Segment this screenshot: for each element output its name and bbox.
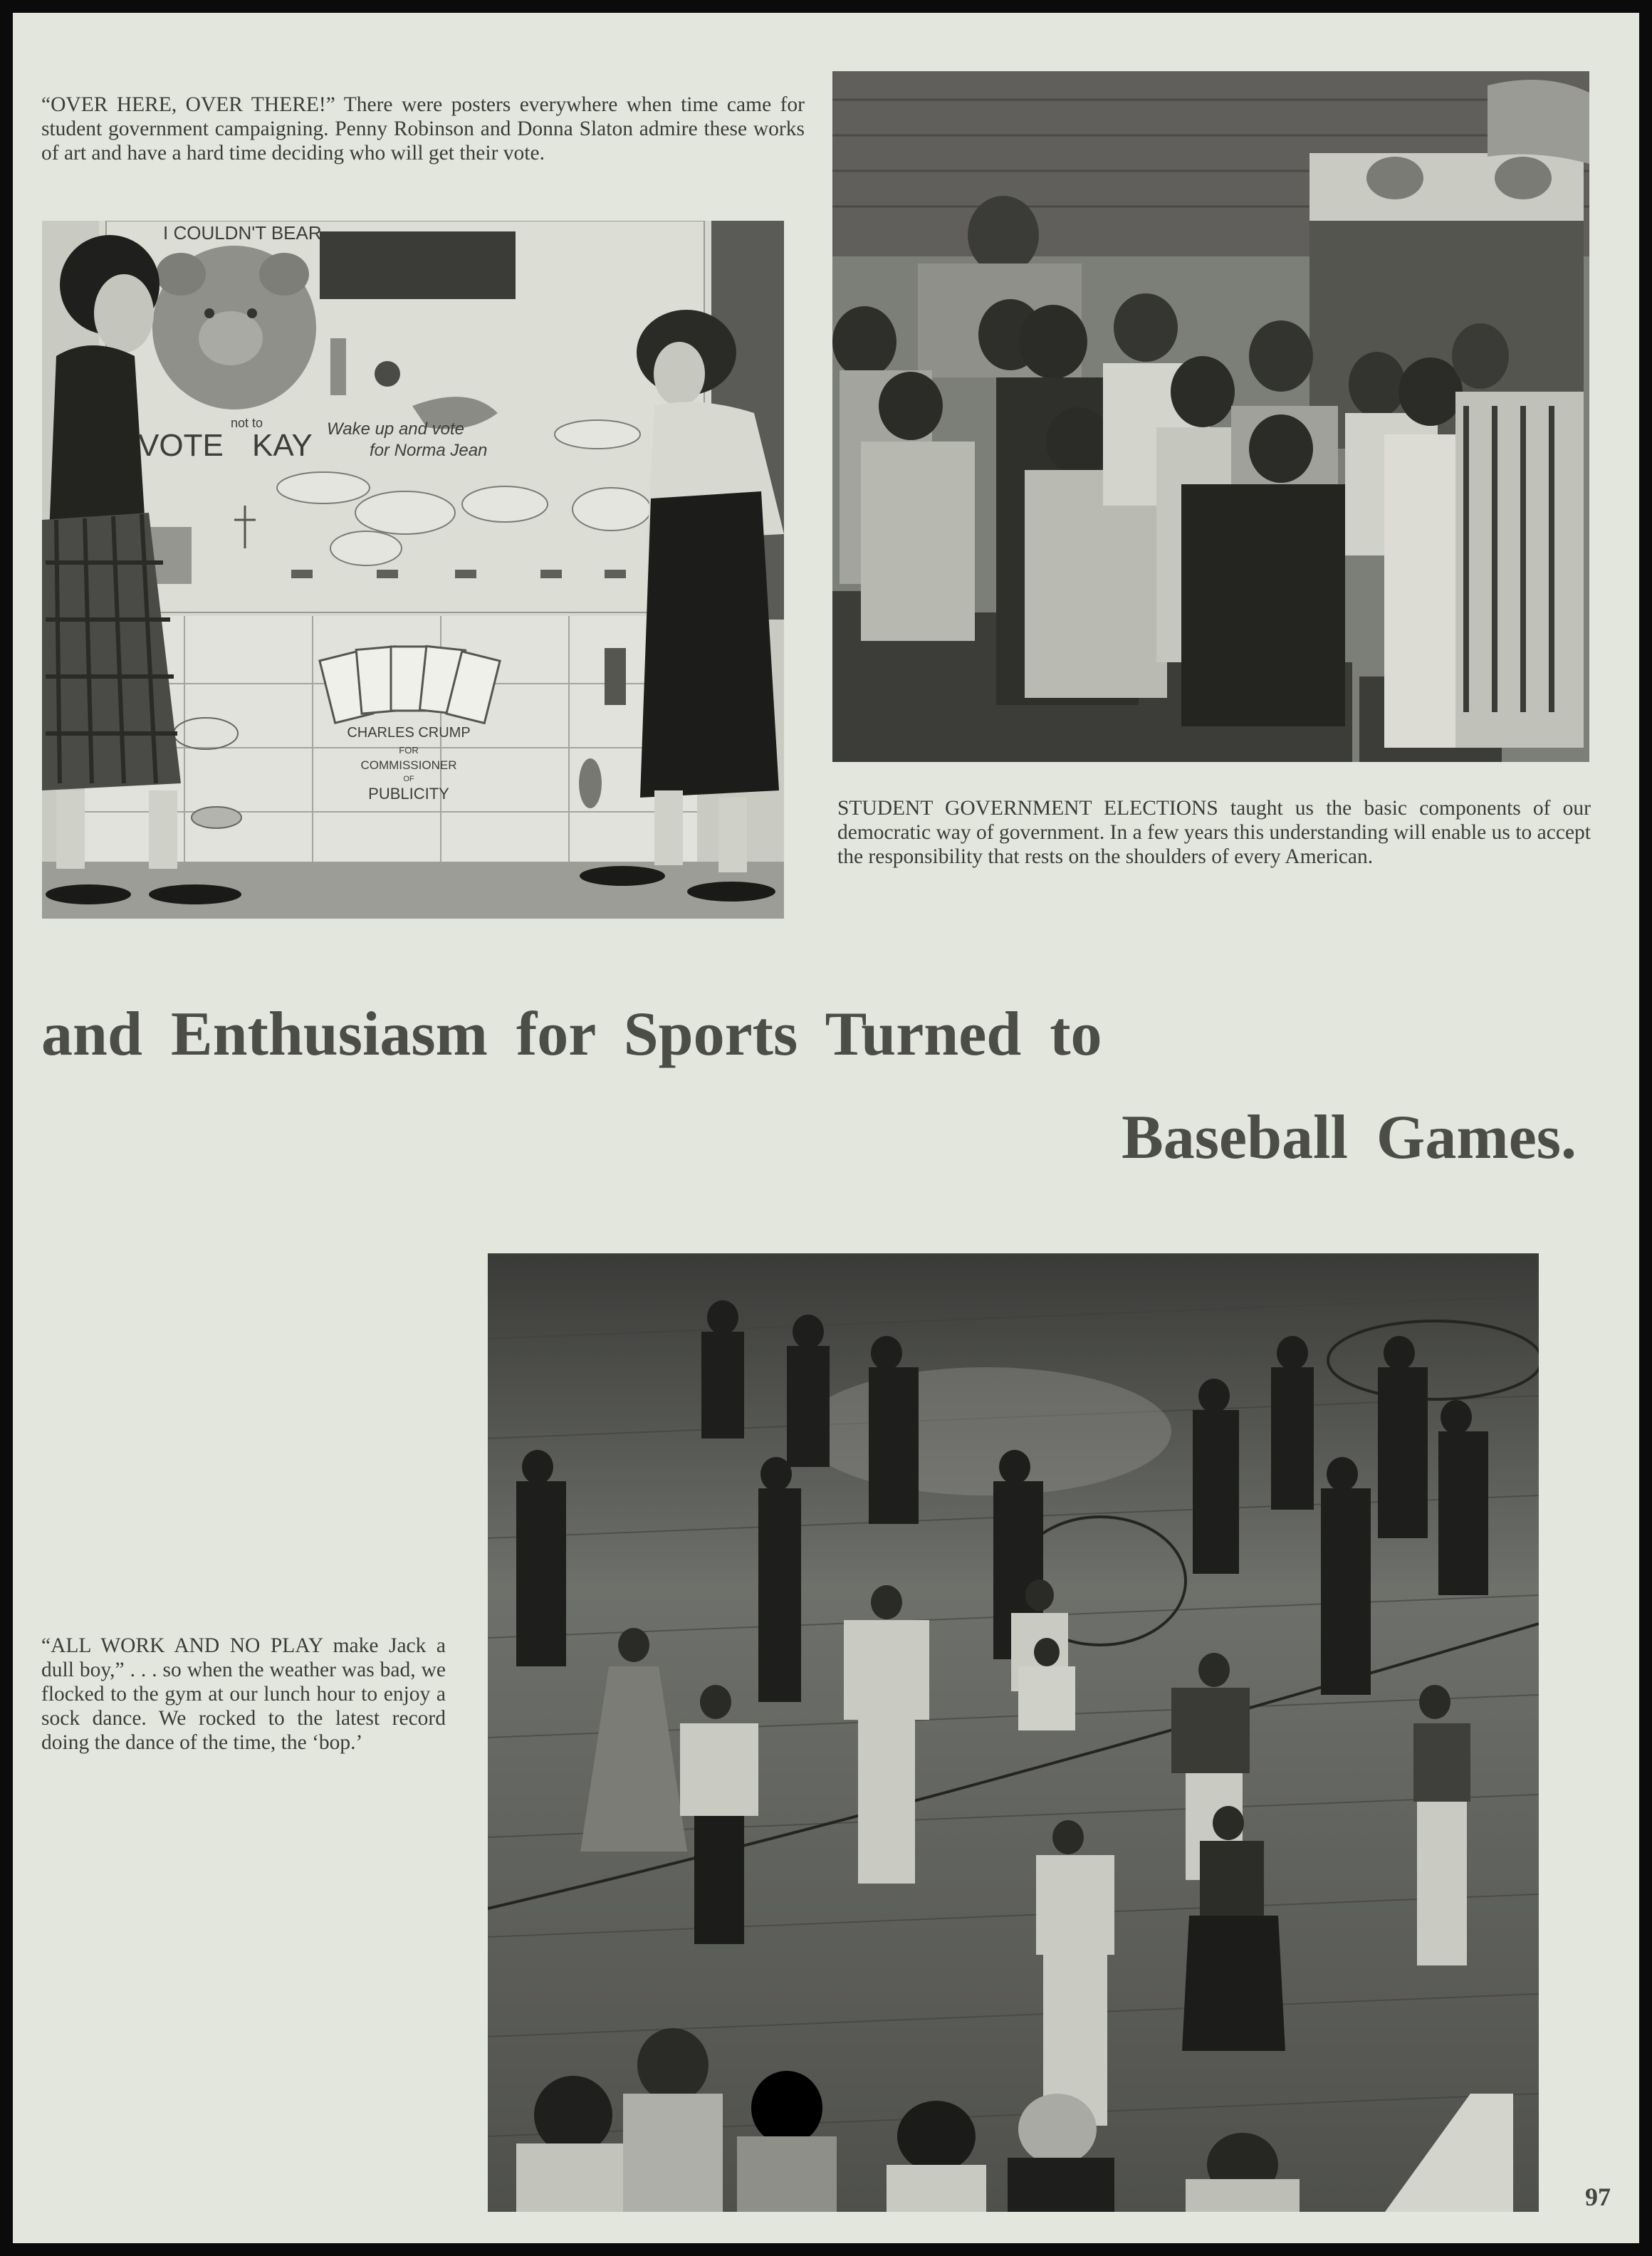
dance-caption: “ALL WORK AND NO PLAY make Jack a dull boy,” . . . so when the weather was bad, we flocked to the gym at our lunch hour to enjoy a sock dance. We rocked to the latest record doing the dance of the time, the ‘bop.’: [41, 1634, 446, 1754]
page-number: 97: [1585, 2183, 1611, 2211]
headline-line-2: Baseball Games.: [1122, 1103, 1577, 1172]
yearbook-page: [13, 13, 1639, 2243]
poster-text-wake-up: Wake up and vote: [327, 419, 465, 439]
poster-text-not-to: not to: [231, 416, 263, 430]
poster-text-vote: VOTE: [138, 428, 224, 463]
headline-line-1: and Enthusiasm for Sports Turned to: [41, 1000, 1102, 1069]
poster-candidate-line5: PUBLICITY: [368, 785, 449, 803]
poster-text-kay: KAY: [252, 428, 313, 463]
poster-candidate-line3: COMMISSIONER: [360, 758, 457, 772]
poster-candidate-line2: FOR: [399, 745, 419, 756]
elections-caption: STUDENT GOVERNMENT ELECTIONS taught us the basic components of our democratic way of government. In a few years this understanding will enable us to accept the responsibility that rests on the shoulders of every American.: [837, 797, 1591, 868]
poster-text-for-norma: for Norma Jean: [370, 441, 488, 460]
sock-dance-photo: [488, 1253, 1539, 2212]
student-election-photo: [832, 71, 1589, 762]
poster-candidate-line4: OF: [403, 775, 414, 783]
poster-candidate-line1: CHARLES CRUMP: [347, 725, 471, 741]
campaign-posters-photo: [42, 221, 784, 919]
posters-caption: “OVER HERE, OVER THERE!” There were posters everywhere when time came for student government campaigning. Penny Robinson and Donna Slaton admire these works of art and have a hard time deciding who will get their vote.: [41, 93, 805, 164]
poster-text-top: I COULDN'T BEAR: [163, 222, 322, 244]
